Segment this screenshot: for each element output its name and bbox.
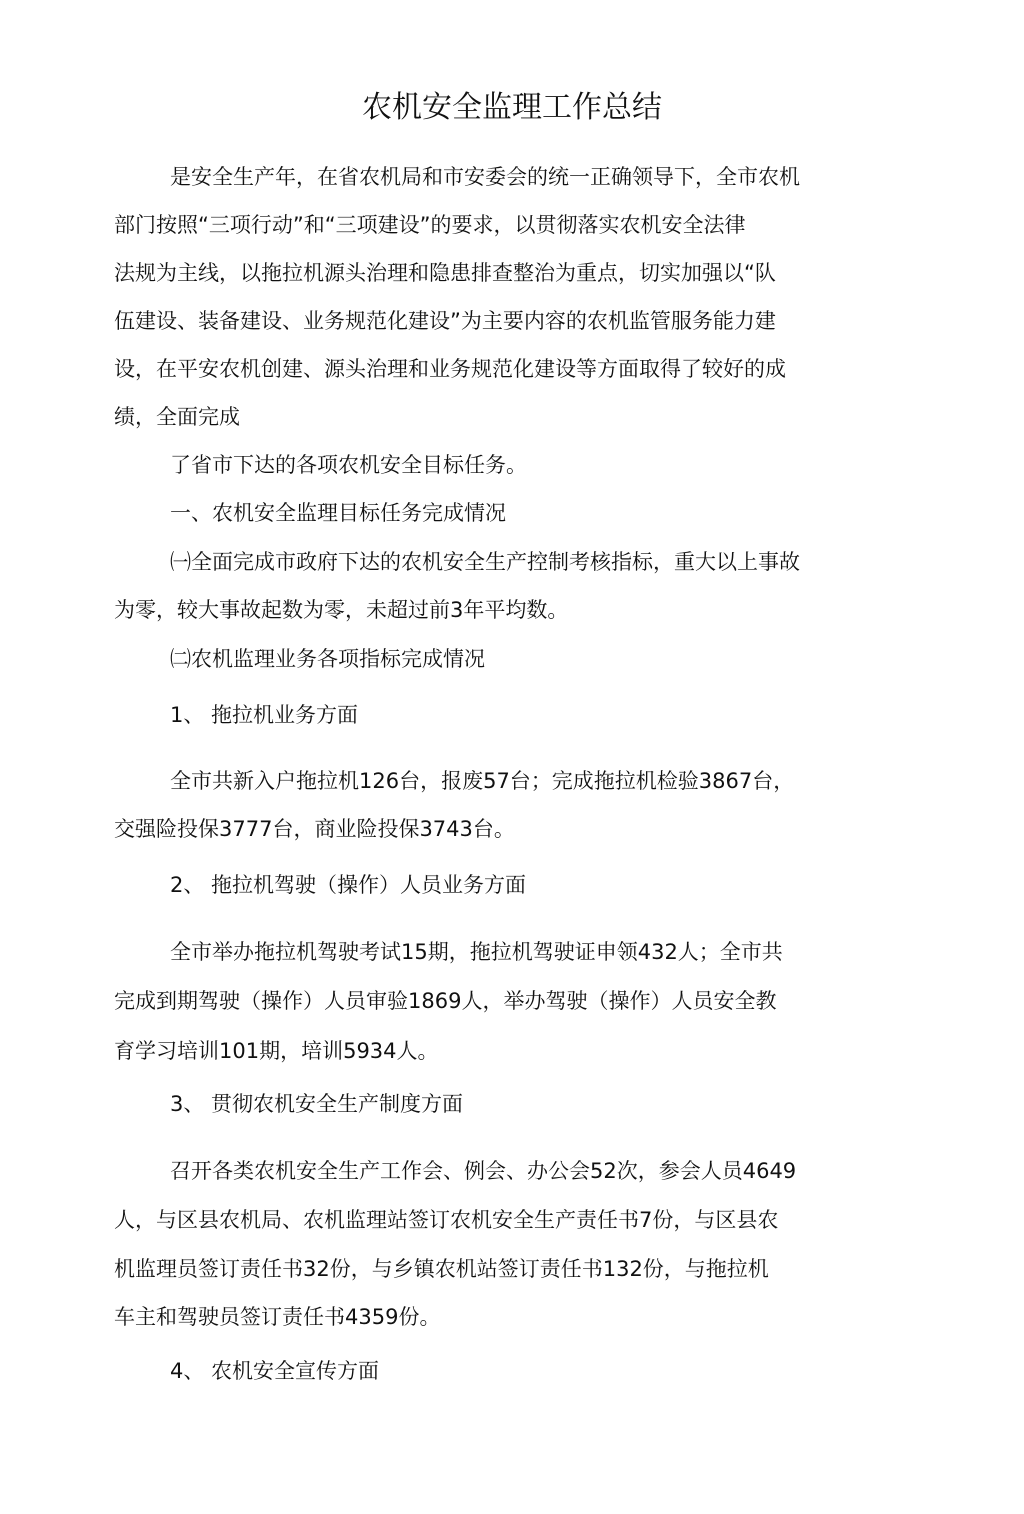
paragraph-line: 完成到期驾驶（操作）人员审验1869人，举办驾驶（操作）人员安全教 xyxy=(114,989,777,1013)
item-heading: 1、 拖拉机业务方面 xyxy=(170,703,359,727)
paragraph-line: 为零，较大事故起数为零，未超过前3年平均数。 xyxy=(114,598,569,622)
item-heading: 2、 拖拉机驾驶（操作）人员业务方面 xyxy=(170,873,527,897)
item-heading: 3、 贯彻农机安全生产制度方面 xyxy=(170,1092,464,1116)
paragraph-line: 人，与区县农机局、农机监理站签订农机安全生产责任书7份，与区县农 xyxy=(114,1208,779,1232)
paragraph-line: 全市举办拖拉机驾驶考试15期，拖拉机驾驶证申领432人；全市共 xyxy=(170,940,783,964)
paragraph-line: 设，在平安农机创建、源头治理和业务规范化建设等方面取得了较好的成 xyxy=(114,357,786,381)
paragraph-line: 育学习培训101期，培训5934人。 xyxy=(114,1039,439,1063)
paragraph-line: 召开各类农机安全生产工作会、例会、办公会52次，参会人员4649 xyxy=(170,1159,797,1183)
paragraph-line: 伍建设、装备建设、业务规范化建设”为主要内容的农机监管服务能力建 xyxy=(114,309,776,333)
section-heading: 一、农机安全监理目标任务完成情况 xyxy=(170,501,506,525)
paragraph-line: ㈠全面完成市政府下达的农机安全生产控制考核指标，重大以上事故 xyxy=(170,550,800,574)
paragraph-line: 机监理员签订责任书32份，与乡镇农机站签订责任书132份，与拖拉机 xyxy=(114,1257,769,1281)
paragraph-line: 是安全生产年，在省农机局和市安委会的统一正确领导下，全市农机 xyxy=(170,165,800,189)
paragraph-line: 车主和驾驶员签订责任书4359份。 xyxy=(114,1305,441,1329)
paragraph-line: 了省市下达的各项农机安全目标任务。 xyxy=(170,453,527,477)
subsection-heading: ㈡农机监理业务各项指标完成情况 xyxy=(170,647,485,671)
paragraph-line: 绩，全面完成 xyxy=(114,405,240,429)
paragraph-line: 交强险投保3777台，商业险投保3743台。 xyxy=(114,817,515,841)
item-heading: 4、 农机安全宣传方面 xyxy=(170,1359,380,1383)
paragraph-line: 部门按照“三项行动”和“三项建设”的要求，以贯彻落实农机安全法律 xyxy=(114,213,746,237)
paragraph-line: 全市共新入户拖拉机126台，报废57台；完成拖拉机检验3867台， xyxy=(170,769,795,793)
paragraph-line: 法规为主线，以拖拉机源头治理和隐患排查整治为重点，切实加强以“队 xyxy=(114,261,776,285)
document-title: 农机安全监理工作总结 xyxy=(362,90,662,125)
